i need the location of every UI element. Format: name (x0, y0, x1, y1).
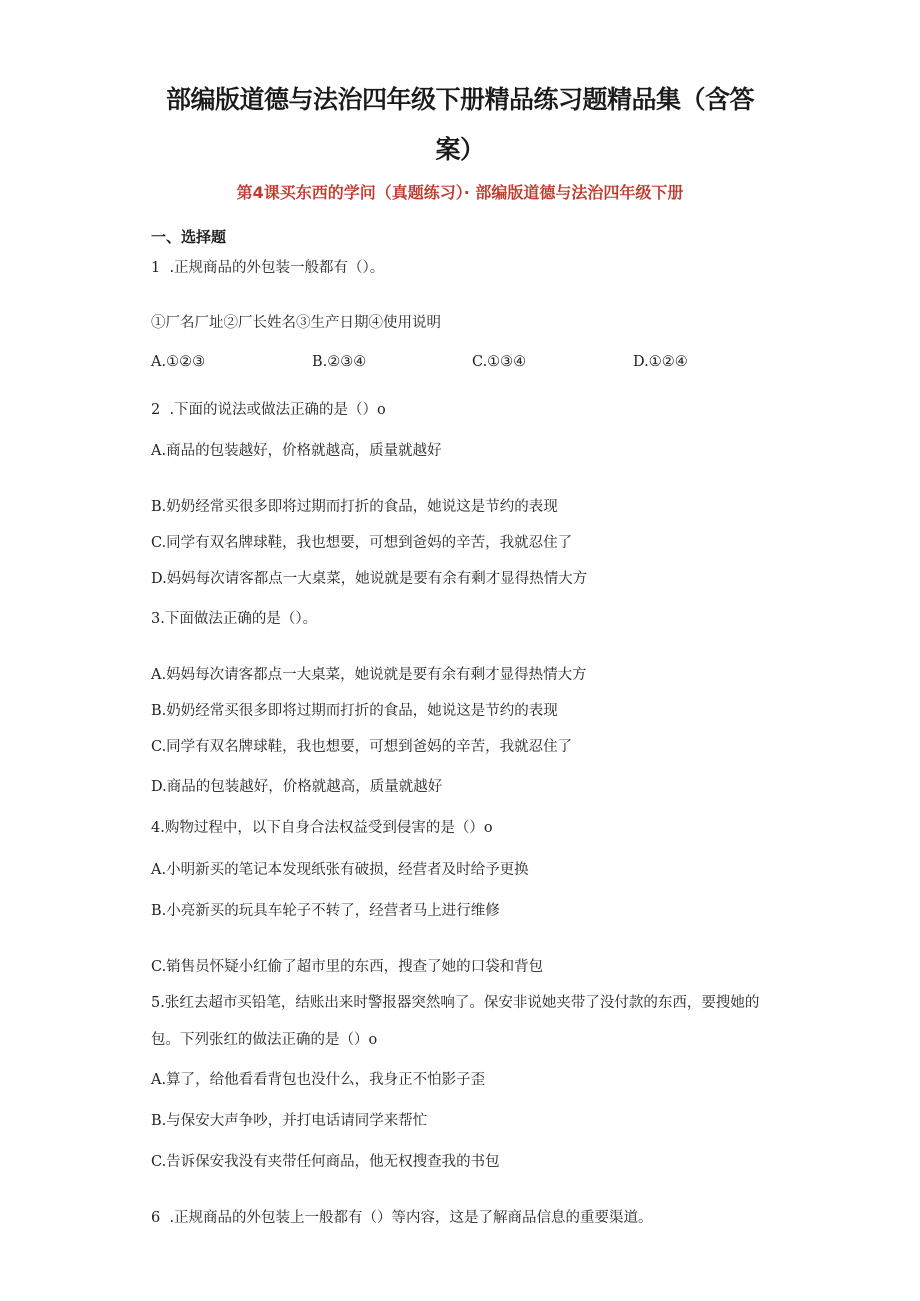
question-1-option-a: A.①②③ (151, 354, 206, 370)
question-1-option-d: D.①②④ (633, 354, 688, 370)
question-1-option-c: C.①③④ (472, 354, 527, 370)
question-3-option-a: A.妈妈每次请客都点一大桌菜，她说就是要有余有剩才显得热情大方 (151, 667, 587, 683)
question-4-option-c: C.销售员怀疑小红偷了超市里的东西，搜查了她的口袋和背包 (151, 959, 544, 975)
question-2-option-c: C.同学有双名牌球鞋，我也想要，可想到爸妈的辛苦，我就忍住了 (151, 535, 573, 551)
question-5-option-b: B.与保安大声争吵，并打电话请同学来帮忙 (151, 1113, 428, 1129)
question-1-option-b: B.②③④ (312, 354, 367, 370)
question-2-option-a: A.商品的包装越好，价格就越高，质量就越好 (151, 443, 442, 459)
section-heading: 一、选择题 (151, 228, 227, 246)
lesson-subtitle: 第4课买东西的学问（真题练习）· 部编版道德与法治四年级下册 (236, 183, 684, 202)
question-6-stem: 6 .正规商品的外包装上一般都有（）等内容，这是了解商品信息的重要渠道。 (151, 1210, 653, 1226)
document-title-line2: 案） (435, 135, 485, 164)
question-1-options (151, 354, 771, 376)
question-1-info: ①厂名厂址②厂长姓名③生产日期④使用说明 (151, 315, 441, 331)
question-3-option-c: C.同学有双名牌球鞋，我也想要，可想到爸妈的辛苦，我就忍住了 (151, 739, 573, 755)
question-5-stem-line1: 5.张红去超市买铅笔，结账出来时警报器突然响了。保安非说她夹带了没付款的东西，要搜她的 (151, 995, 760, 1011)
question-2-option-d: D.妈妈每次请客都点一大桌菜，她说就是要有余有剩才显得热情大方 (151, 571, 588, 587)
question-4-stem: 4.购物过程中，以下自身合法权益受到侵害的是（）o (151, 820, 493, 836)
question-1-stem: 1 .正规商品的外包装一般都有（）。 (151, 260, 385, 276)
question-2-stem: 2 .下面的说法或做法正确的是（）o (151, 402, 386, 418)
question-4-option-a: A.小明新买的笔记本发现纸张有破损，经营者及时给予更换 (151, 862, 529, 878)
question-3-option-b: B.奶奶经常买很多即将过期而打折的食品，她说这是节约的表现 (151, 703, 558, 719)
question-3-stem: 3.下面做法正确的是（）。 (151, 611, 318, 627)
question-5-stem-line2: 包。下列张红的做法正确的是（）o (151, 1032, 378, 1048)
question-5-option-c: C.告诉保安我没有夹带任何商品，他无权搜查我的书包 (151, 1154, 500, 1170)
question-4-option-b: B.小亮新买的玩具车轮子不转了，经营者马上进行维修 (151, 903, 500, 919)
question-2-option-b: B.奶奶经常买很多即将过期而打折的食品，她说这是节约的表现 (151, 499, 558, 515)
question-5-option-a: A.算了，给他看看背包也没什么，我身正不怕影子歪 (151, 1072, 486, 1088)
document-title-line1: 部编版道德与法治四年级下册精品练习题精品集（含答 (165, 85, 754, 114)
question-3-option-d: D.商品的包装越好，价格就越高，质量就越好 (151, 779, 443, 795)
